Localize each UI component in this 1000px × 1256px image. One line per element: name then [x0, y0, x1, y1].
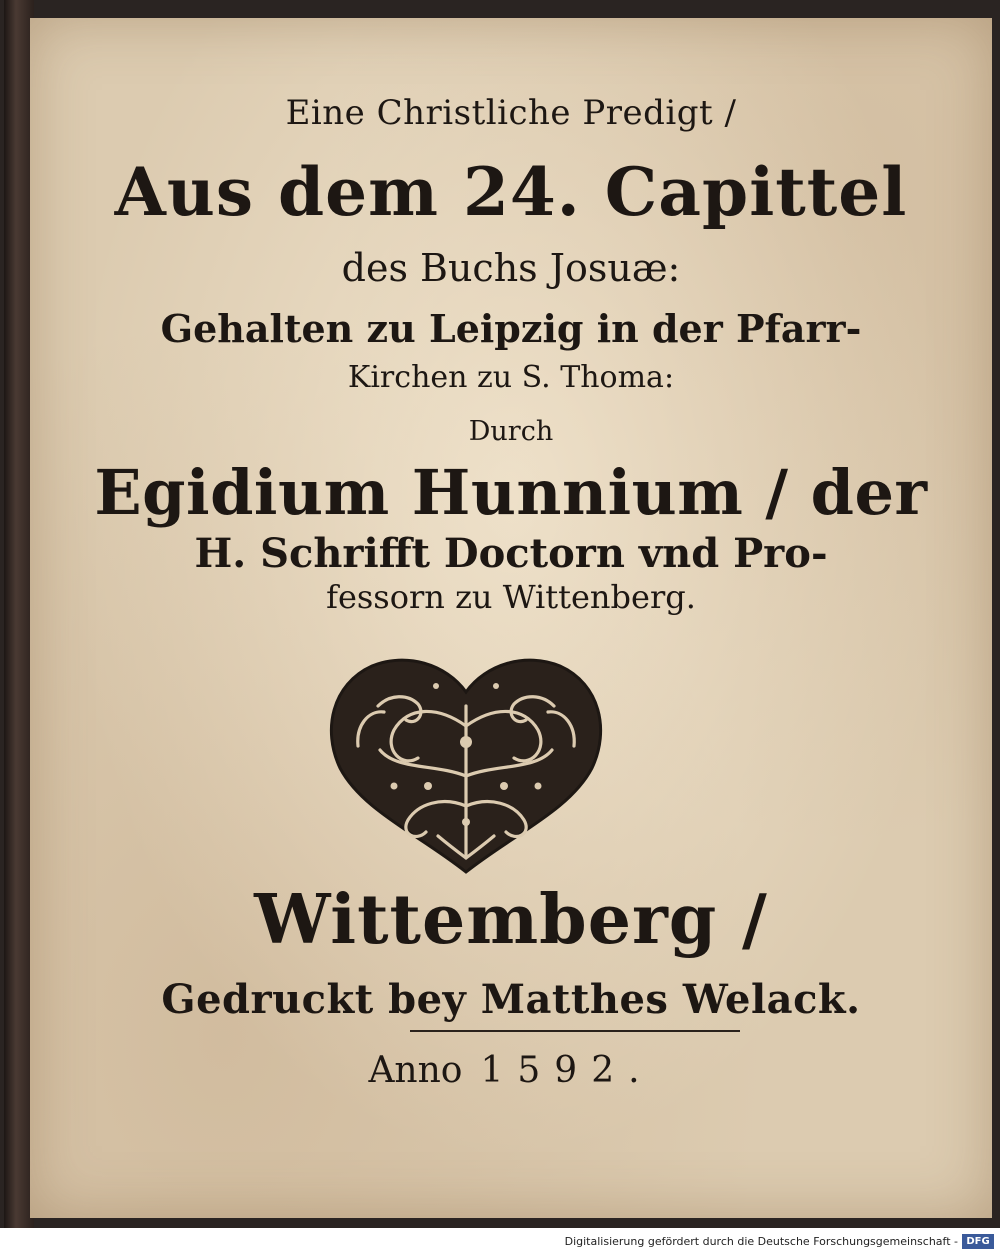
anno-label: Anno	[368, 1050, 463, 1091]
author-title-line-1: H. Schrifft Doctorn vnd Pro-	[194, 530, 828, 577]
author-name: Egidium Hunnium / der	[94, 456, 928, 529]
dfg-logo: DFG	[962, 1234, 994, 1249]
title-line-4: Gehalten zu Leipzig in der Pfarr-	[160, 306, 862, 351]
title-page	[30, 18, 992, 1218]
imprint-rule	[410, 1030, 740, 1032]
title-line-3: des Buchs Josuæ:	[341, 246, 681, 290]
title-line-2: Aus dem 24. Capittel	[114, 153, 908, 231]
footer-bar	[0, 1228, 1000, 1256]
imprint-year: 1592.	[480, 1050, 654, 1091]
heart-ornament-icon	[318, 646, 614, 876]
title-line-1: Eine Christliche Predigt /	[285, 93, 737, 133]
imprint-date	[30, 1050, 992, 1091]
imprint-printer: Gedruckt bey Matthes Welack.	[161, 976, 861, 1023]
title-line-6: Durch	[468, 416, 554, 447]
author-title-line-2: fessorn zu Wittenberg.	[326, 578, 696, 616]
footer-credit: Digitalisierung gefördert durch die Deutsche Forschungsgemeinschaft -	[564, 1235, 958, 1248]
imprint-place: Wittemberg /	[254, 880, 768, 960]
title-line-5: Kirchen zu S. Thoma:	[347, 360, 675, 395]
